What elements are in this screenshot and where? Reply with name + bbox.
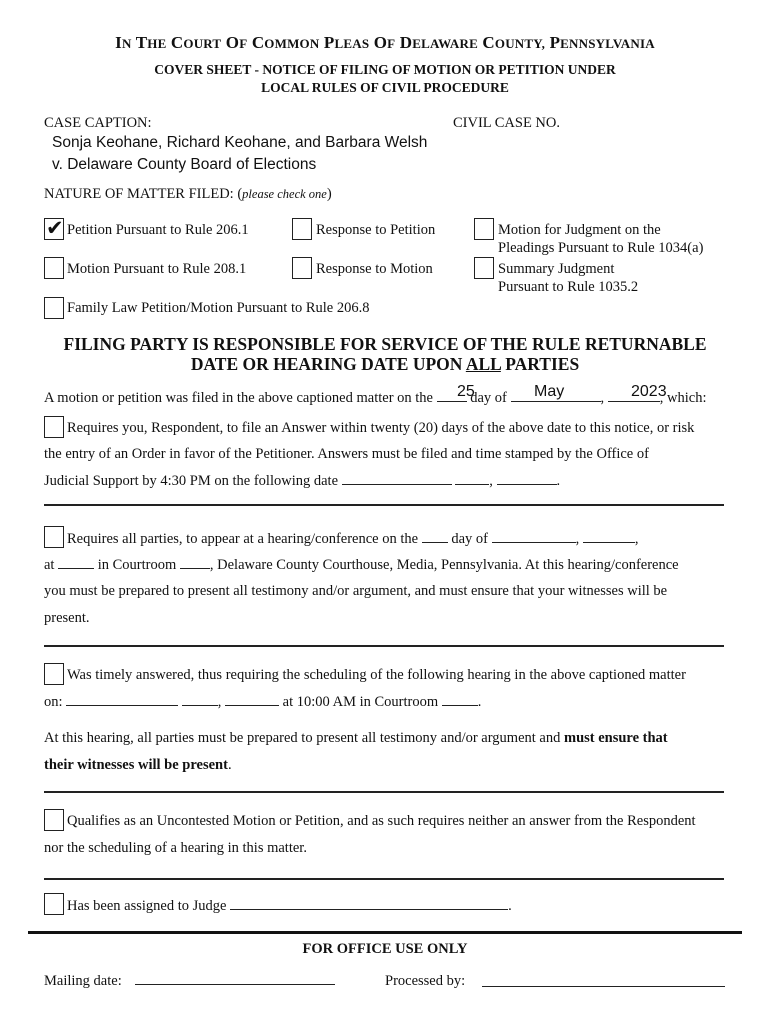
checkbox-response-to-petition[interactable]	[292, 218, 312, 240]
case-caption-label: CASE CAPTION:	[44, 115, 152, 131]
heading-all-underlined: ALL	[465, 354, 501, 374]
section2-line2-text: , Delaware County Courthouse, Media, Pennsylvania. At this hearing/conference	[209, 557, 679, 573]
checkbox-requires-hearing[interactable]	[44, 526, 64, 548]
option-label-judgment-on-pleadings-2: Pleadings Pursuant to Rule 1034(a)	[498, 240, 704, 256]
section3-line2	[44, 693, 481, 711]
checkbox-timely-answered[interactable]	[44, 663, 64, 685]
section3-line1: Was timely answered, thus requiring the scheduling of the following hearing in the above captioned matter	[67, 667, 686, 683]
section3-line4-bold: their witnesses will be present	[44, 757, 228, 773]
office-use-heading: FOR OFFICE USE ONLY	[302, 941, 468, 957]
cover-sheet-subtitle-2: LOCAL RULES OF CIVIL PROCEDURE	[261, 80, 509, 95]
nature-hint: please check one	[242, 187, 327, 201]
cover-sheet-subtitle-1: COVER SHEET - NOTICE OF FILING OF MOTION OR PETITION UNDER	[154, 62, 616, 77]
section1-line1: Requires you, Respondent, to file an Answer within twenty (20) days of the above date to this notice, or risk	[67, 420, 695, 436]
scheduled-month-field[interactable]	[66, 693, 178, 706]
scheduled-day-field[interactable]	[182, 693, 218, 706]
scheduled-courtroom-field[interactable]	[442, 693, 478, 706]
case-caption-line-1[interactable]: Sonja Keohane, Richard Keohane, and Barbara Welsh	[52, 134, 428, 151]
section-divider	[44, 645, 724, 647]
which-label: , which:	[659, 390, 707, 406]
civil-case-no-label: CIVIL CASE NO.	[453, 115, 561, 131]
option-label-summary-judgment: Summary Judgment	[498, 261, 615, 277]
case-caption-line-2[interactable]: v. Delaware County Board of Elections	[52, 156, 317, 173]
on-label: on:	[44, 694, 63, 710]
service-heading-line-2	[0, 354, 770, 374]
section2-line1-text: Requires all parties, to appear at a hearing/conference on the	[67, 531, 419, 547]
hearing-courtroom-field[interactable]	[180, 556, 210, 569]
judge-name-field[interactable]	[230, 897, 508, 910]
mailing-date-label: Mailing date:	[44, 973, 122, 989]
comma: ,	[600, 390, 605, 406]
hearing-year-field[interactable]	[583, 530, 635, 543]
assigned-judge-label: Has been assigned to Judge	[67, 898, 227, 914]
option-label-response-to-petition: Response to Petition	[316, 222, 436, 238]
check-mark-icon: ✔	[46, 216, 64, 240]
title-initial: T	[135, 33, 148, 52]
section4-line2: nor the scheduling of a hearing in this matter.	[44, 840, 307, 856]
option-label-motion-208-1: Motion Pursuant to Rule 208.1	[67, 261, 247, 277]
nature-close: )	[326, 186, 332, 202]
month-value[interactable]: May	[534, 383, 565, 400]
section3-line3-text: At this hearing, all parties must be prepared to present all testimony and/or argument and	[44, 730, 564, 746]
section1-line2: the entry of an Order in favor of the Petitioner. Answers must be filed and time stamped by the Office of	[44, 446, 649, 462]
checkbox-summary-judgment[interactable]	[474, 257, 494, 279]
in-courtroom-label: in Courtroom	[97, 557, 177, 573]
section1-line3	[44, 472, 560, 490]
at-label: at	[44, 557, 55, 573]
title-initial: I	[115, 33, 122, 52]
section-divider	[44, 504, 724, 506]
service-heading-line-1: FILING PARTY IS RESPONSIBLE FOR SERVICE OF THE RULE RETURNABLE	[63, 334, 707, 354]
courtroom-time-label: at 10:00 AM in Courtroom	[282, 694, 439, 710]
hearing-month-field[interactable]	[492, 530, 576, 543]
title-rest: OURT	[183, 36, 222, 51]
period: .	[556, 473, 561, 489]
section2-line1	[67, 530, 638, 548]
section-divider	[44, 791, 724, 793]
checkbox-petition-206-1[interactable]	[44, 218, 64, 240]
title-initial: O	[373, 33, 388, 52]
checkbox-motion-208-1[interactable]	[44, 257, 64, 279]
option-label-response-to-motion: Response to Motion	[316, 261, 433, 277]
comma: ,	[575, 531, 580, 547]
heading-part-c: PARTIES	[500, 354, 580, 374]
day-of-label: day of	[470, 390, 507, 406]
mailing-date-field[interactable]	[135, 984, 335, 985]
nature-of-matter-label	[44, 186, 332, 203]
title-rest: F	[387, 36, 396, 51]
section2-line4: present.	[44, 610, 90, 626]
processed-by-label: Processed by:	[385, 973, 466, 989]
checkbox-requires-answer[interactable]	[44, 416, 64, 438]
title-rest: HE	[147, 36, 167, 51]
title-rest: N	[121, 36, 132, 51]
comma: ,	[489, 473, 493, 489]
section3-line3	[44, 730, 668, 747]
option-label-summary-judgment-2: Pursuant to Rule 1035.2	[498, 279, 639, 295]
section3-line4	[44, 757, 232, 774]
title-rest: LEAS	[334, 36, 370, 51]
office-use-divider	[28, 931, 742, 934]
comma: ,	[217, 694, 222, 710]
court-title-smallcaps	[115, 33, 655, 52]
scheduled-year-field[interactable]	[225, 693, 279, 706]
filed-date-line	[44, 389, 706, 407]
title-initial: C	[251, 33, 265, 52]
title-initial: P	[549, 33, 561, 52]
day-of-label: day of	[451, 531, 488, 547]
title-rest: ENNSYLVANIA	[560, 36, 655, 51]
period: .	[508, 898, 512, 914]
answer-year-field[interactable]	[497, 472, 557, 485]
title-rest: F	[239, 36, 248, 51]
section-divider	[44, 878, 724, 880]
title-rest: ELAWARE	[412, 36, 478, 51]
section1-line3-text: Judicial Support by 4:30 PM on the following date	[44, 473, 339, 489]
title-rest: OUNTY,	[494, 36, 546, 51]
title-initial: C	[482, 33, 495, 52]
answer-day-field[interactable]	[455, 472, 489, 485]
checkbox-family-law-206-8[interactable]	[44, 297, 64, 319]
title-initial: O	[225, 33, 240, 52]
comma: ,	[634, 531, 639, 547]
day-value[interactable]: 25	[457, 383, 475, 400]
title-rest: OMMON	[264, 36, 320, 51]
hearing-day-field[interactable]	[422, 530, 448, 543]
checkbox-judgment-on-pleadings[interactable]	[474, 218, 494, 240]
option-label-family-law-206-8: Family Law Petition/Motion Pursuant to Rule 206.8	[67, 300, 370, 316]
processed-by-field[interactable]	[482, 986, 725, 987]
hearing-time-field[interactable]	[58, 556, 94, 569]
section2-line3: you must be prepared to present all testimony and/or argument, and must ensure that your witnesses will be	[44, 583, 668, 599]
period: .	[227, 757, 232, 773]
nature-label-text: NATURE OF MATTER FILED: (	[44, 186, 243, 202]
checkbox-response-to-motion[interactable]	[292, 257, 312, 279]
option-label-judgment-on-pleadings: Motion for Judgment on the	[498, 222, 661, 238]
checkbox-assigned-judge[interactable]	[44, 893, 64, 915]
filed-text: A motion or petition was filed in the above captioned matter on the	[44, 390, 433, 406]
period: .	[477, 694, 482, 710]
answer-date-field[interactable]	[342, 472, 452, 485]
section3-line3-bold: must ensure that	[563, 730, 668, 746]
heading-part-a: DATE OR HEARING DATE UPON	[190, 354, 466, 374]
option-label-petition-206-1: Petition Pursuant to Rule 206.1	[67, 222, 249, 238]
section2-line2	[44, 556, 679, 574]
title-initial: D	[399, 33, 413, 52]
checkbox-uncontested[interactable]	[44, 809, 64, 831]
section4-line1: Qualifies as an Uncontested Motion or Petition, and as such requires neither an answer from the Respondent	[67, 813, 696, 829]
title-initial: P	[323, 33, 335, 52]
court-title	[0, 33, 770, 53]
year-value[interactable]: 2023	[631, 383, 667, 400]
title-initial: C	[170, 33, 184, 52]
section5-line1	[67, 897, 512, 915]
